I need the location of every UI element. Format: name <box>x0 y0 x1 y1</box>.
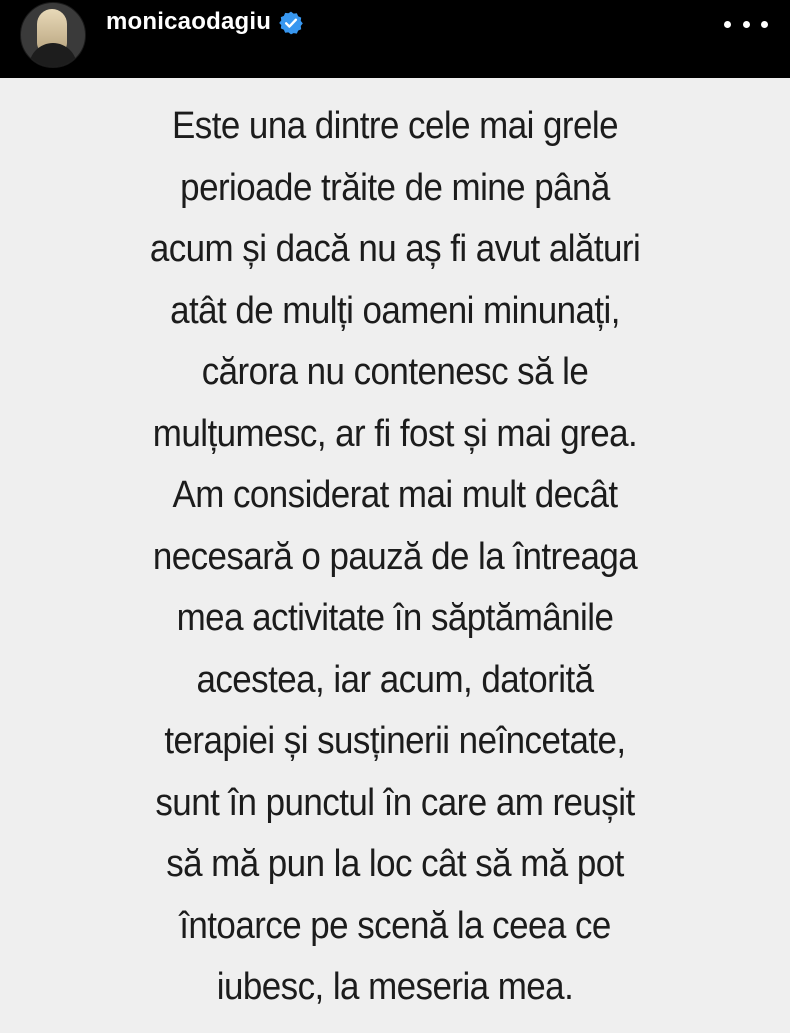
story-line: perioade trăite de mine până <box>180 166 610 209</box>
story-line: cărora nu contenesc să le <box>201 351 589 393</box>
dot-icon <box>761 21 768 28</box>
dot-icon <box>724 21 731 28</box>
story-line: Este una dintre cele mai grele <box>172 105 618 147</box>
verified-badge-icon <box>278 10 304 36</box>
story-line: întoarce pe scenă la ceea ce <box>179 904 611 947</box>
story-text <box>0 96 790 1019</box>
story-line: mea activitate în săptămânile <box>176 597 614 639</box>
story-line: mulțumesc, ar fi fost și mai grea. <box>152 412 638 455</box>
story-line: atât de mulți oameni minunați, <box>170 289 620 332</box>
story-line: terapiei și susținerii neîncetate, <box>164 720 626 762</box>
avatar-body <box>29 43 77 68</box>
profile-avatar[interactable] <box>20 2 86 68</box>
more-options-icon[interactable] <box>724 12 768 36</box>
story-line: să mă pun la loc cât să mă pot <box>166 843 624 885</box>
story-line: Am considerat mai mult decât <box>172 474 618 516</box>
username-link[interactable]: monicaodagiu <box>106 8 272 35</box>
dot-icon <box>743 21 750 28</box>
story-line: iubesc, la meseria mea. <box>216 966 574 1008</box>
story-line: acum și dacă nu aș fi avut alături <box>149 228 641 270</box>
story-line: necesară o pauză de la întreaga <box>152 535 638 578</box>
story-line: sunt în punctul în care am reușit <box>155 781 635 824</box>
story-header <box>0 0 790 78</box>
story-line: acestea, iar acum, datorită <box>196 658 594 701</box>
